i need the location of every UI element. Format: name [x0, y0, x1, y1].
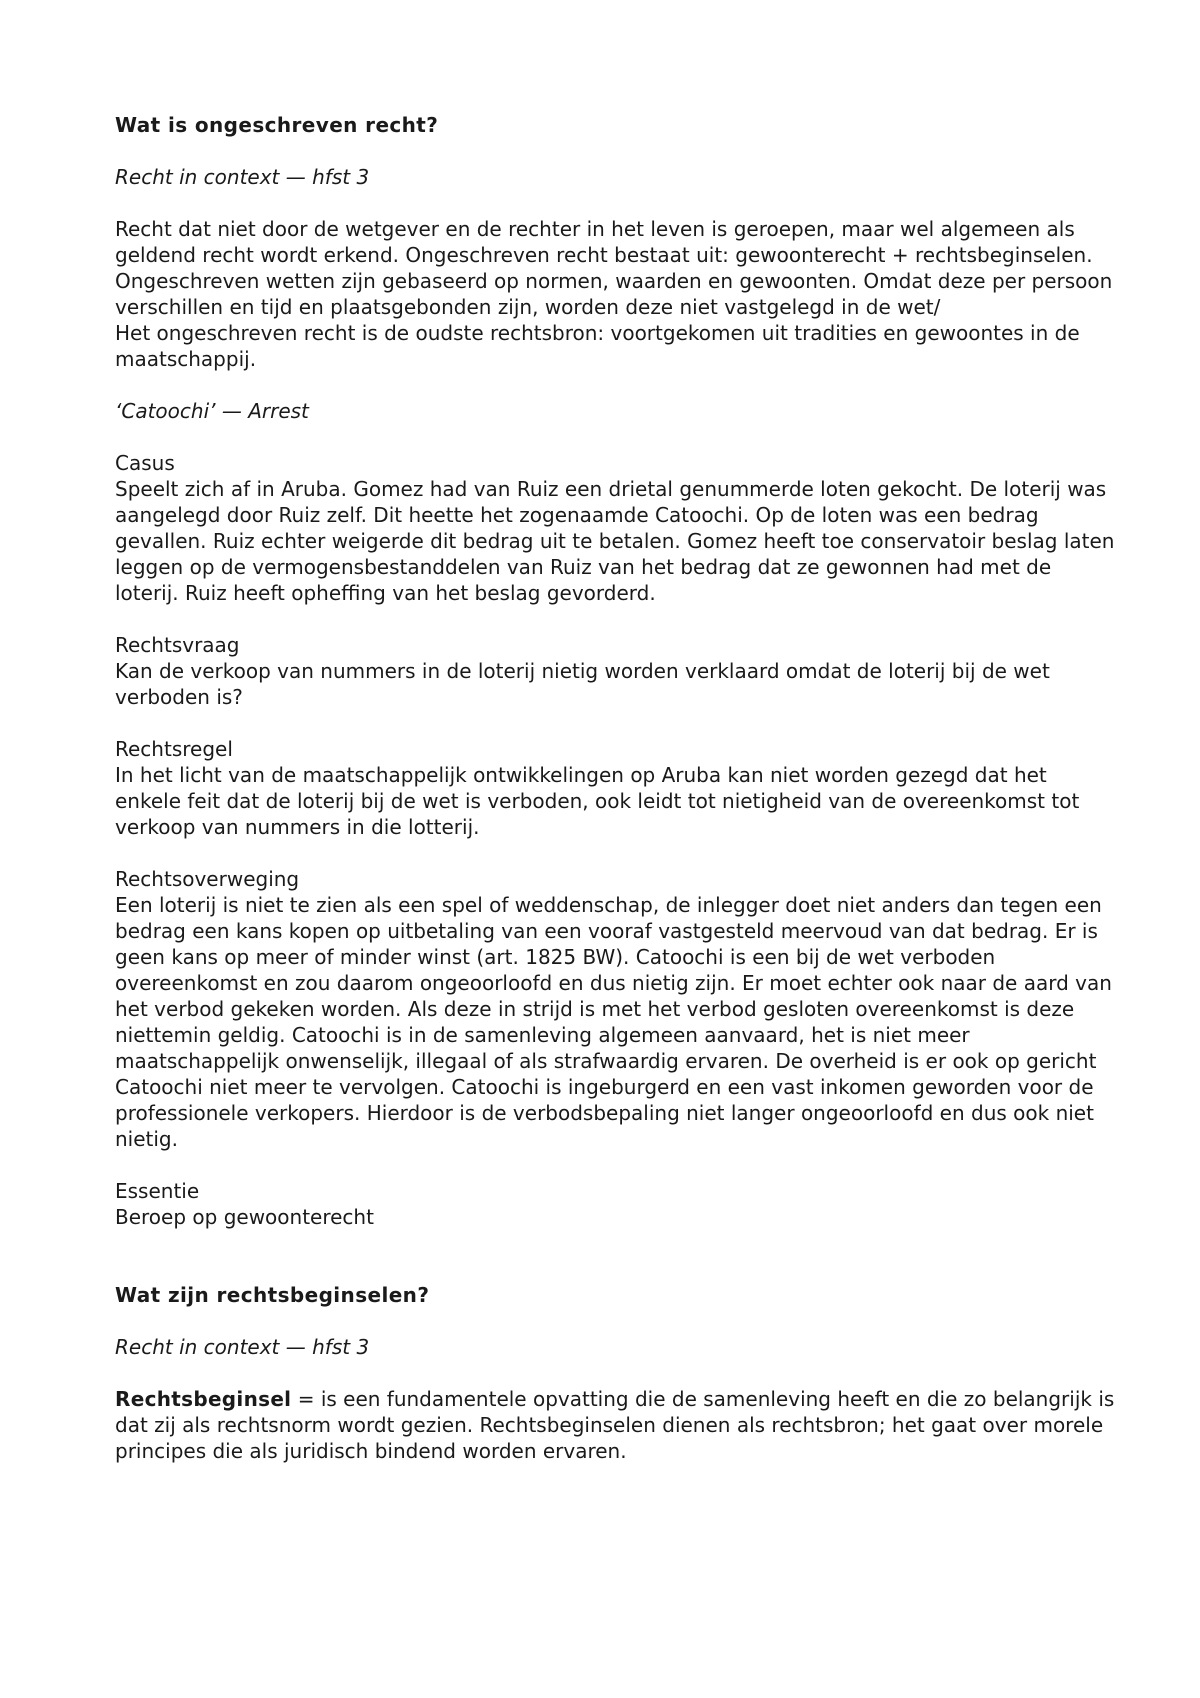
section-1-heading: Wat is ongeschreven recht?	[115, 113, 439, 137]
rechtsvraag-text: Kan de verkoop van nummers in de loterij nietig worden verklaard omdat de loterij bij de wet verboden is?	[115, 659, 1050, 709]
definition-term: Rechtsbeginsel	[115, 1387, 292, 1411]
rechtsregel-text: In het licht van de maatschappelijk ontwikkelingen op Aruba kan niet worden gezegd dat het enkele feit dat de loterij bij de wet is verboden, ook leidt tot nietigheid van de overeenkomst tot verkoop van nummers in die lotterij.	[115, 763, 1080, 839]
rechtsvraag-label: Rechtsvraag	[115, 633, 240, 657]
section-2-subtitle: Recht in context — hfst 3	[115, 1335, 370, 1359]
intro-paragraph-2: Ongeschreven wetten zijn gebaseerd op normen, waarden en gewoonten. Omdat deze per persoon verschillen en tijd en plaatsgebonden zijn, worden deze niet vastgelegd in de wet/	[115, 269, 1113, 319]
casus-text: Speelt zich af in Aruba. Gomez had van Ruiz een drietal genummerde loten gekocht. De loterij was aangelegd door Ruiz zelf. Dit heette het zogenaamde Catoochi. Op de loten was een bedrag gevallen. Ruiz echter weigerde dit bedrag uit te betalen. Gomez heeft toe conservatoir beslag laten leggen op de vermogensbestanddelen van Ruiz van het bedrag dat ze gewonnen had met de loterij. Ruiz heeft opheffing van het beslag gevorderd.	[115, 477, 1115, 605]
section-1-subtitle: Recht in context — hfst 3	[115, 165, 370, 189]
rechtsregel-label: Rechtsregel	[115, 737, 233, 761]
document-page	[115, 112, 1115, 1464]
rechtsoverweging-text: Een loterij is niet te zien als een spel of weddenschap, de inlegger doet niet anders dan tegen een bedrag een kans kopen op uitbetaling van een vooraf vastgesteld meervoud van dat bedrag. Er is geen kans op meer of minder winst (art. 1825 BW). Catoochi is een bij de wet verboden overeenkomst en zou daarom ongeoorloofd en dus nietig zijn. Er moet echter ook naar de aard van het verbod gekeken worden. Als deze in strijd is met het verbod gesloten overeenkomst is deze niettemin geldig. Catoochi is in de samenleving algemeen aanvaard, het is niet meer maatschappelijk onwenselijk, illegaal of als strafwaardig ervaren. De overheid is er ook op gericht Catoochi niet meer te vervolgen. Catoochi is ingeburgerd en een vast inkomen geworden voor de professionele verkopers. Hierdoor is de verbodsbepaling niet langer ongeoorloofd en dus ook niet nietig.	[115, 893, 1112, 1151]
section-2-heading: Wat zijn rechtsbeginselen?	[115, 1283, 430, 1307]
definition-paragraph	[115, 1386, 1115, 1464]
case-title: ‘Catoochi’ — Arrest	[115, 399, 309, 423]
intro-paragraph-3: Het ongeschreven recht is de oudste rechtsbron: voortgekomen uit tradities en gewoontes in de maatschappij.	[115, 321, 1080, 371]
intro-paragraph-1: Recht dat niet door de wetgever en de rechter in het leven is geroepen, maar wel algemeen als geldend recht wordt erkend. Ongeschreven recht bestaat uit: gewoonterecht + rechtsbeginselen.	[115, 217, 1093, 267]
rechtsoverweging-label: Rechtsoverweging	[115, 867, 300, 891]
essentie-label: Essentie	[115, 1179, 200, 1203]
definition-text: = is een fundamentele opvatting die de samenleving heeft en die zo belangrijk is dat zij als rechtsnorm wordt gezien. Rechtsbeginselen dienen als rechtsbron; het gaat over morele principes die als juridisch bindend worden ervaren.	[115, 1387, 1115, 1463]
casus-label: Casus	[115, 451, 175, 475]
essentie-text: Beroep op gewoonterecht	[115, 1205, 374, 1229]
